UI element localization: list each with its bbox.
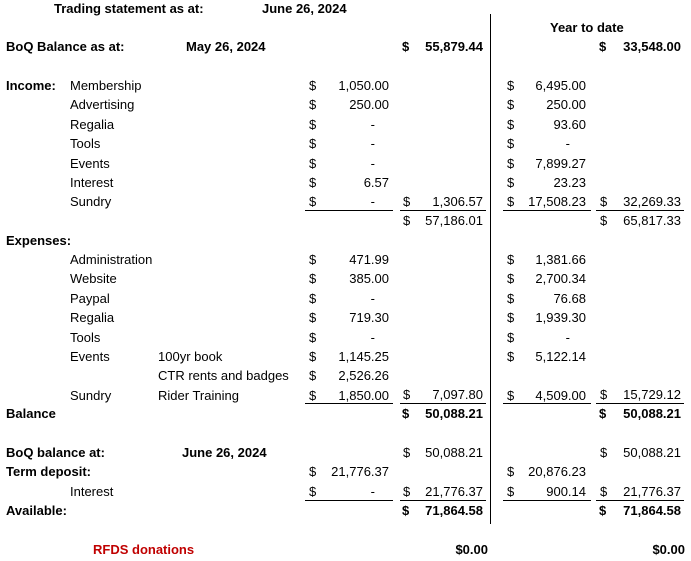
opening-period-total: 55,879.44	[425, 39, 483, 54]
expense-item-ytd: 5,122.14	[535, 349, 586, 364]
income-item-ytd: 6,495.00	[535, 78, 586, 93]
rfds-label: RFDS donations	[93, 542, 195, 557]
income-item-ytd: 250.00	[546, 97, 586, 112]
income-label: Income:	[6, 78, 56, 93]
currency-symbol: $	[599, 39, 607, 54]
expense-item-ytd: 76.68	[553, 291, 586, 306]
income-item-period: 250.00	[349, 97, 389, 112]
underline	[503, 403, 591, 404]
statement-date: June 26, 2024	[262, 1, 347, 16]
expense-item-ytd: 1,381.66	[535, 252, 586, 267]
currency-symbol: $	[507, 252, 515, 267]
currency-symbol: $	[309, 97, 317, 112]
income-item-period: 1,050.00	[338, 78, 389, 93]
expense-item-period: -	[370, 330, 375, 345]
expense-item-label: Paypal	[70, 291, 110, 306]
currency-symbol: $	[309, 175, 317, 190]
statement-title: Trading statement as at:	[54, 1, 204, 16]
currency-symbol: $	[309, 78, 317, 93]
income-item-ytd: 23.23	[553, 175, 586, 190]
term-deposit-interest-label: Interest	[70, 484, 114, 499]
closing-period: 50,088.21	[425, 445, 483, 460]
currency-symbol: $	[309, 117, 317, 132]
currency-symbol: $	[402, 503, 410, 518]
currency-symbol: $	[600, 484, 608, 499]
opening-balance-date: May 26, 2024	[186, 39, 266, 54]
expense-item-period: 2,526.26	[338, 368, 389, 383]
income-item-period: -	[370, 194, 375, 209]
currency-symbol: $	[507, 349, 515, 364]
underline	[305, 210, 393, 211]
expense-item-period: 1,850.00	[338, 388, 389, 403]
term-deposit-ytd-total: 21,776.37	[623, 484, 681, 499]
opening-balance-label: BoQ Balance as at:	[6, 39, 125, 54]
income-ytd-subtotal: 32,269.33	[623, 194, 681, 209]
expense-item-period: 471.99	[349, 252, 389, 267]
income-item-period: -	[370, 156, 375, 171]
currency-symbol: $	[403, 445, 411, 460]
currency-symbol: $	[600, 213, 608, 228]
expense-item-ytd: 1,939.30	[535, 310, 586, 325]
currency-symbol: $	[507, 78, 515, 93]
currency-symbol: $	[309, 349, 317, 364]
currency-symbol: $	[507, 136, 515, 151]
underline	[596, 210, 684, 211]
underline	[305, 403, 393, 404]
opening-ytd-total: 33,548.00	[623, 39, 681, 54]
currency-symbol: $	[600, 445, 608, 460]
income-period-subtotal: 1,306.57	[432, 194, 483, 209]
closing-ytd: 50,088.21	[623, 445, 681, 460]
expense-item-label: Administration	[70, 252, 153, 267]
income-item-ytd: -	[565, 136, 570, 151]
income-item-period: 6.57	[363, 175, 389, 190]
currency-symbol: $	[507, 271, 515, 286]
currency-symbol: $	[403, 484, 411, 499]
underline	[400, 500, 486, 501]
expense-item-label: Website	[70, 271, 117, 286]
rfds-ytd: $0.00	[652, 542, 685, 557]
underline	[400, 403, 486, 404]
income-item-label: Regalia	[70, 117, 115, 132]
currency-symbol: $	[309, 388, 317, 403]
expense-item-label: Tools	[70, 330, 101, 345]
expense-item-ytd: 4,509.00	[535, 388, 586, 403]
currency-symbol: $	[403, 194, 411, 209]
income-ytd-running: 65,817.33	[623, 213, 681, 228]
underline	[503, 500, 591, 501]
income-item-ytd: 93.60	[553, 117, 586, 132]
expenses-label: Expenses:	[6, 233, 72, 248]
income-item-period: -	[370, 136, 375, 151]
term-deposit-ytd-interest: 900.14	[546, 484, 586, 499]
income-item-label: Advertising	[70, 97, 135, 112]
currency-symbol: $	[402, 406, 410, 421]
expense-item-period: 385.00	[349, 271, 389, 286]
currency-symbol: $	[507, 310, 515, 325]
expense-item-period: 719.30	[349, 310, 389, 325]
currency-symbol: $	[507, 156, 515, 171]
income-item-label: Sundry	[70, 194, 112, 209]
underline	[596, 403, 684, 404]
currency-symbol: $	[309, 330, 317, 345]
closing-balance-date: June 26, 2024	[182, 445, 267, 460]
expense-item-detail: Rider Training	[158, 388, 239, 403]
currency-symbol: $	[309, 484, 317, 499]
balance-ytd: 50,088.21	[623, 406, 681, 421]
currency-symbol: $	[507, 117, 515, 132]
currency-symbol: $	[309, 156, 317, 171]
available-ytd: 71,864.58	[623, 503, 681, 518]
expense-item-ytd: 2,700.34	[535, 271, 586, 286]
term-deposit-period-interest: -	[370, 484, 375, 499]
expense-item-ytd: -	[565, 330, 570, 345]
income-item-label: Events	[70, 156, 110, 171]
rfds-period: $0.00	[455, 542, 488, 557]
income-item-label: Tools	[70, 136, 101, 151]
term-deposit-period-amount: 21,776.37	[331, 464, 389, 479]
income-item-period: -	[370, 117, 375, 132]
income-item-ytd: 7,899.27	[535, 156, 586, 171]
expense-item-period: 1,145.25	[338, 349, 389, 364]
currency-symbol: $	[507, 194, 515, 209]
currency-symbol: $	[600, 387, 608, 402]
expenses-ytd-subtotal: 15,729.12	[623, 387, 681, 402]
currency-symbol: $	[507, 464, 515, 479]
column-divider	[490, 14, 491, 524]
currency-symbol: $	[402, 39, 410, 54]
underline	[400, 210, 486, 211]
expense-item-detail: CTR rents and badges	[158, 368, 289, 383]
expense-item-label: Regalia	[70, 310, 115, 325]
term-deposit-label: Term deposit:	[6, 464, 91, 479]
currency-symbol: $	[507, 97, 515, 112]
term-deposit-period-total: 21,776.37	[425, 484, 483, 499]
currency-symbol: $	[309, 136, 317, 151]
currency-symbol: $	[507, 291, 515, 306]
expense-item-label: Sundry	[70, 388, 112, 403]
income-item-label: Interest	[70, 175, 114, 190]
expenses-period-subtotal: 7,097.80	[432, 387, 483, 402]
available-period: 71,864.58	[425, 503, 483, 518]
income-item-label: Membership	[70, 78, 142, 93]
underline	[305, 500, 393, 501]
term-deposit-ytd-amount: 20,876.23	[528, 464, 586, 479]
currency-symbol: $	[403, 213, 411, 228]
currency-symbol: $	[309, 310, 317, 325]
currency-symbol: $	[507, 175, 515, 190]
currency-symbol: $	[507, 484, 515, 499]
closing-balance-label: BoQ balance at:	[6, 445, 105, 460]
currency-symbol: $	[403, 387, 411, 402]
currency-symbol: $	[309, 271, 317, 286]
balance-label: Balance	[6, 406, 56, 421]
income-period-running: 57,186.01	[425, 213, 483, 228]
available-label: Available:	[6, 503, 67, 518]
currency-symbol: $	[507, 388, 515, 403]
income-item-ytd: 17,508.23	[528, 194, 586, 209]
currency-symbol: $	[309, 368, 317, 383]
currency-symbol: $	[309, 464, 317, 479]
currency-symbol: $	[599, 503, 607, 518]
currency-symbol: $	[507, 330, 515, 345]
underline	[596, 500, 684, 501]
expense-item-detail: 100yr book	[158, 349, 223, 364]
currency-symbol: $	[309, 252, 317, 267]
balance-period: 50,088.21	[425, 406, 483, 421]
expense-item-period: -	[370, 291, 375, 306]
currency-symbol: $	[309, 291, 317, 306]
expense-item-label: Events	[70, 349, 110, 364]
currency-symbol: $	[600, 194, 608, 209]
ytd-header: Year to date	[550, 20, 624, 35]
underline	[503, 210, 591, 211]
currency-symbol: $	[309, 194, 317, 209]
currency-symbol: $	[599, 406, 607, 421]
